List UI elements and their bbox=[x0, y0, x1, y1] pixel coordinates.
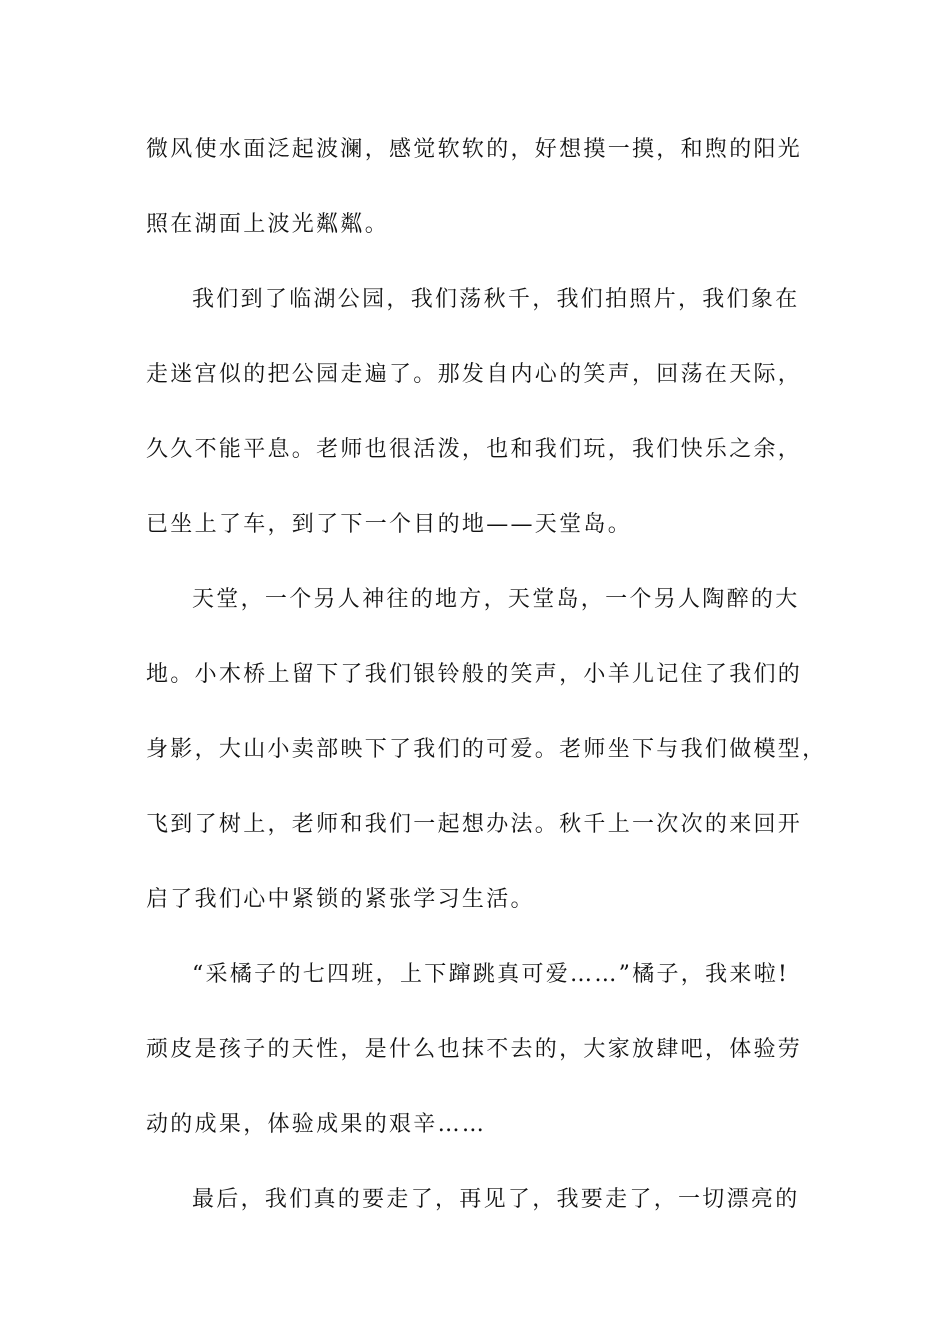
text-line: 走迷宫似的把公园走遍了。那发自内心的笑声，回荡在天际， bbox=[146, 362, 803, 387]
paragraph-first-line: 天堂，一个另人神往的地方，天堂岛，一个另人陶醉的大 bbox=[192, 587, 800, 612]
text-line: 已坐上了车，到了下一个目的地——天堂岛。 bbox=[146, 512, 633, 537]
text-line: 动的成果，体验成果的艰辛…… bbox=[146, 1112, 487, 1137]
paragraph-first-line: 最后，我们真的要走了，再见了，我要走了，一切漂亮的 bbox=[192, 1187, 800, 1212]
text-line: 顽皮是孩子的天性，是什么也抹不去的，大家放肆吧，体验劳 bbox=[146, 1037, 803, 1062]
text-line: 启了我们心中紧锁的紧张学习生活。 bbox=[146, 887, 535, 912]
paragraph-first-line: 我们到了临湖公园，我们荡秋千，我们拍照片，我们象在 bbox=[192, 287, 800, 312]
paragraph-first-line: “采橘子的七四班，上下蹿跳真可爱……”橘子，我来啦! bbox=[192, 962, 790, 987]
text-line: 身影，大山小卖部映下了我们的可爱。老师坐下与我们做模型， bbox=[146, 737, 827, 762]
text-line: 微风使水面泛起波澜，感觉软软的，好想摸一摸，和煦的阳光 bbox=[146, 137, 803, 162]
text-line: 照在湖面上波光粼粼。 bbox=[146, 212, 390, 237]
text-line: 地。小木桥上留下了我们银铃般的笑声，小羊儿记住了我们的 bbox=[146, 662, 803, 687]
text-line: 久久不能平息。老师也很活泼，也和我们玩，我们快乐之余， bbox=[146, 437, 803, 462]
text-line: 飞到了树上，老师和我们一起想办法。秋千上一次次的来回开 bbox=[146, 812, 803, 837]
